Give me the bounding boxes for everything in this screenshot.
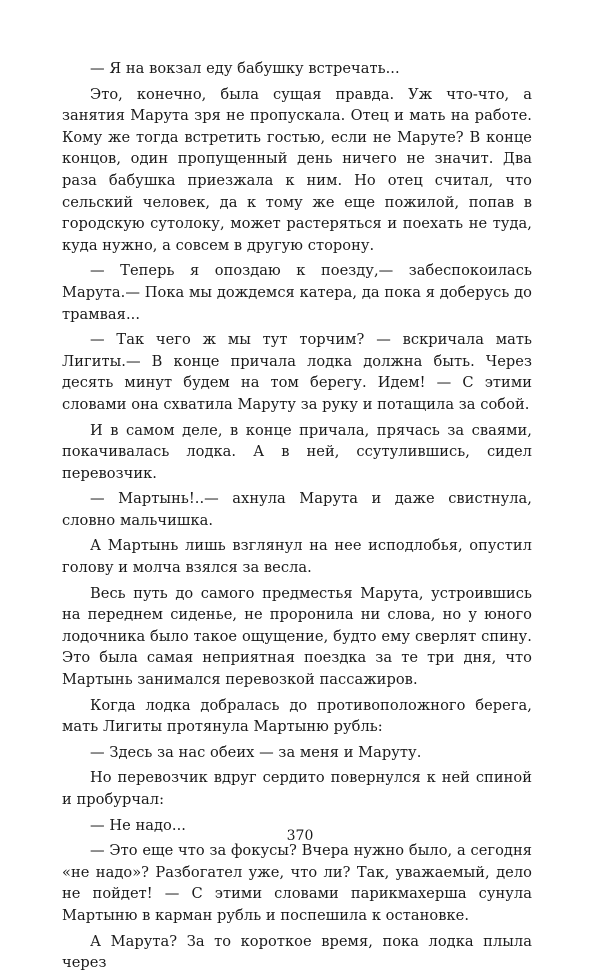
paragraph: — Так чего ж мы тут торчим? — вскричала мать Лигиты.— В конце причала лодка должна быть. Через десять минут будем на том берегу. Идем! — С этими словами она схватила Маруту за руку и потащила за собой.	[62, 331, 532, 413]
paragraph: — Я на вокзал еду бабушку встречать...	[90, 60, 400, 77]
paragraph: Но перевозчик вдруг сердито повернулся к ней спиной и пробурчал:	[62, 769, 532, 808]
paragraph: Когда лодка добралась до противоположного берега, мать Лигиты протянула Мартыню рубль:	[62, 696, 532, 736]
paragraph: — Здесь за нас обеих — за меня и Маруту.	[90, 743, 422, 761]
paragraph: — Не надо...	[90, 816, 186, 834]
paragraph: — Теперь я опоздаю к поезду,— забеспокоилась Марута.— Пока мы дождемся катера, да пока я доберусь до трамвая...	[62, 262, 532, 323]
paragraph: — Мартынь!..— ахнула Марута и даже свистнула, словно мальчишка.	[62, 490, 532, 529]
paragraph: Это, конечно, была сущая правда. Уж что-что, а занятия Марута зря не пропускала. Отец и мать на работе. Кому же тогда встретить гостью, если не Маруте? В конце концов, один пропущенный день ничего не значит. Два раза бабушка приезжала к ним. Но отец считал, что сельский человек, да к тому же еще пожилой, попав в городскую сутолоку, может растеряться и поехать не туда, куда нужно, а совсем в другую сторону.	[62, 85, 532, 254]
paragraph: Весь путь до самого предместья Марута, устроившись на переднем сиденье, не проронила ни слова, но у юного лодочника было такое ощущение, будто ему сверлят спину. Это была самая неприятная поездка за те три дня, что Мартынь занимался перевозкой пассажиров.	[62, 584, 532, 689]
paragraph: И в самом деле, в конце причала, прячась за сваями, покачивалась лодка. А в ней, ссутулившись, сидел перевозчик.	[62, 421, 532, 482]
paragraph: — Это еще что за фокусы? Вчера нужно было, а сегодня «не надо»? Разбогател уже, что ли? Так, уважаемый, дело не пойдет! — С этими словами парикмахерша сунула Мартыню в карман рубль и поспешила к остановке.	[62, 842, 532, 924]
paragraph: А Мартынь лишь взглянул на нее исподлобья, опустил голову и молча взялся за весла.	[62, 537, 532, 577]
paragraph: А Марута? За то короткое время, пока лодка плыла через	[62, 932, 532, 972]
page-number: 370	[286, 828, 314, 844]
